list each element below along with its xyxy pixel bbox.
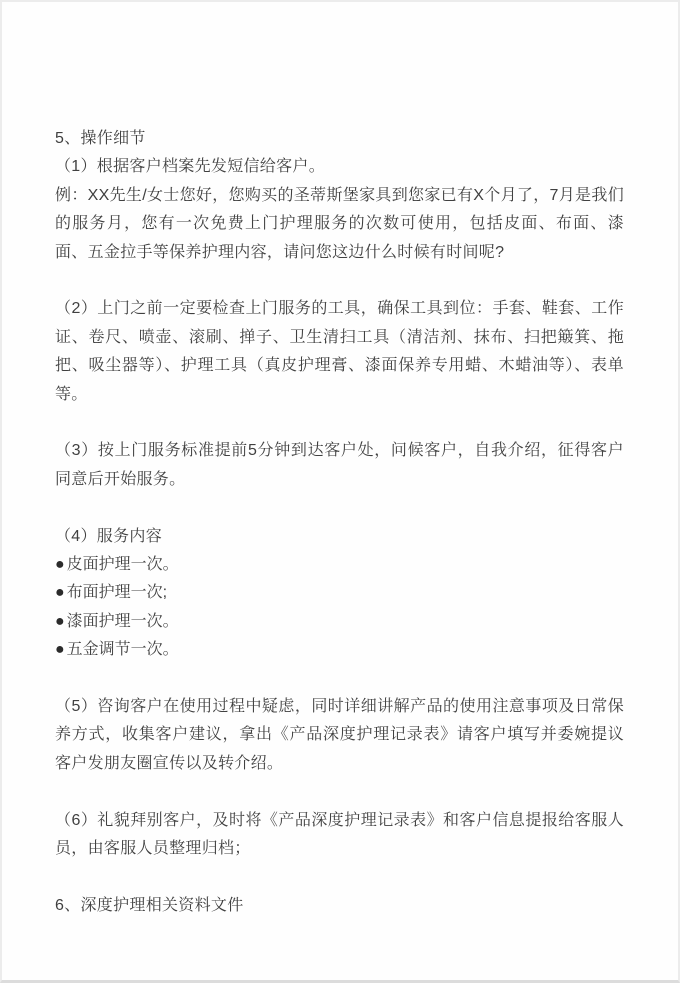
service-content-list xyxy=(55,551,624,665)
section-6-heading: 6、深度护理相关资料文件 xyxy=(55,896,244,914)
list-item-text: 布面护理一次; xyxy=(66,584,168,602)
section-5-heading: 5、操作细节 xyxy=(55,130,146,147)
list-item-text: 漆面护理一次。 xyxy=(66,612,179,630)
bullet-icon: ● xyxy=(55,556,65,574)
step-2-text: （2）上门之前一定要检查上门服务的工具，确保工具到位：手套、鞋套、工作证、卷尺、喷壶、滚刷、掸子、卫生清扫工具（清洁剂、抹布、扫把簸箕、拖把、吸尘器等）、护理工具（真皮护理膏、漆面保养专用蜡、木蜡油等）、表单等。 xyxy=(55,300,624,403)
bullet-icon: ● xyxy=(55,641,65,659)
document-content xyxy=(2,2,678,920)
step-3-text: （3）按上门服务标准提前5分钟到达客户处，问候客户，自我介绍，征得客户同意后开始服务。 xyxy=(55,442,624,488)
list-item-text: 皮面护理一次。 xyxy=(66,556,179,574)
step-6-text: （6）礼貌拜别客户，及时将《产品深度护理记录表》和客户信息提报给客服人员，由客服人员整理归档； xyxy=(55,811,624,858)
step-1-text: （1）根据客户档案先发短信给客户。 xyxy=(55,158,325,176)
bullet-icon: ● xyxy=(55,584,65,602)
sms-example-text: 例：XX先生/女士您好，您购买的圣蒂斯堡家具到您家已有X个月了，7月是我们的服务月，您有一次免费上门护理服务的次数可使用，包括皮面、布面、漆面、五金拉手等保养护理内容，请问您这边什么时候有时间呢? xyxy=(55,186,624,261)
step-4-heading: （4）服务内容 xyxy=(55,527,162,545)
list-item xyxy=(55,608,624,636)
list-item xyxy=(55,636,624,664)
list-item xyxy=(55,579,624,607)
step-5-text: （5）咨询客户在使用过程中疑虑，同时详细讲解产品的使用注意事项及日常保养方式，收集客户建议，拿出《产品深度护理记录表》请客户填写并委婉提议客户发朋友圈宣传以及转介绍。 xyxy=(55,698,624,772)
list-item-text: 五金调节一次。 xyxy=(66,641,179,659)
list-item xyxy=(55,551,624,579)
bullet-icon: ● xyxy=(55,612,65,630)
